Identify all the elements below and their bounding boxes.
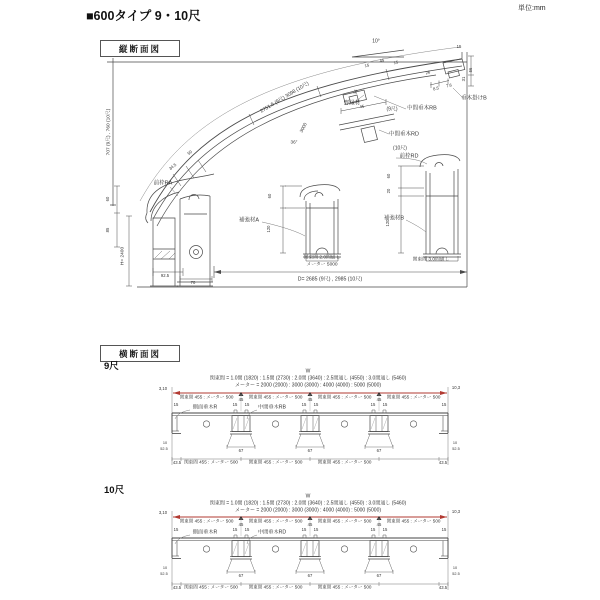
dim-label: 45	[359, 103, 365, 110]
corner-dim-label: 10,3	[451, 508, 461, 514]
part-label: 中間垂木RB	[407, 105, 437, 112]
dim-label: 36	[352, 88, 359, 95]
dim-label: 52.5	[160, 447, 168, 452]
dim-label: 45	[238, 521, 244, 527]
dim-label: 15	[441, 526, 447, 532]
dim-label: 10	[452, 441, 458, 446]
dim-label: 120	[384, 219, 390, 227]
dim-label: 15	[232, 401, 238, 407]
dim-label: 67	[238, 572, 244, 578]
part-label: 側面垂木R	[192, 404, 218, 411]
dim-label: 70	[190, 279, 196, 285]
dim-label: 15	[173, 401, 179, 407]
dim-label: 707 (9尺) , 760 (10尺)	[106, 108, 112, 156]
dim-label: 15	[382, 401, 388, 407]
dim-label: 67	[307, 447, 313, 453]
span-caption: メーター 5000	[306, 262, 338, 268]
dim-label: 85	[104, 227, 110, 233]
bay-dim-label: 関東間 455 : メーター 500	[317, 584, 372, 590]
part-label: 補強材A	[238, 217, 260, 224]
dim-label: 45	[238, 396, 244, 402]
bay-dim-label: 関東間 455 : メーター 500	[317, 394, 372, 400]
dim-label: 31	[460, 76, 466, 82]
bay-dim-label: 関東間 455 : メーター 500	[317, 518, 372, 524]
corner-dim-label: 3,10	[158, 509, 168, 515]
bay-dim-label: 関東間 455 : メーター 500	[179, 518, 234, 524]
dim-label: 15	[301, 401, 307, 407]
dim-label: 92.5	[160, 272, 170, 278]
angle-label: 36°	[290, 139, 298, 145]
w-dim-label: W	[305, 368, 311, 375]
span-table-meter: メーター = 2000 (2000) : 3000 (3000) : 4000 (4000) : 5000 (5000)	[234, 382, 382, 389]
dim-label: 45	[376, 521, 382, 527]
dim-label: 120	[265, 225, 271, 233]
part-label: 前枠RA	[153, 180, 173, 187]
dim-label: 8.5	[432, 85, 440, 92]
part-label: 補強材B	[383, 215, 405, 222]
dim-label: 15	[393, 59, 399, 66]
dim-label: 15	[313, 526, 319, 532]
part-label: 側面垂木R	[192, 529, 218, 536]
part-label: 中間垂木RD	[389, 131, 419, 138]
part-label: 野縁材	[343, 100, 361, 107]
bay-dim-label: 関東間 455 : メーター 500	[248, 584, 303, 590]
bay-dim-label: 関東間 455 : メーター 500	[386, 518, 441, 524]
dim-label: 45	[307, 396, 313, 402]
dim-label: 15	[313, 401, 319, 407]
dim-label: 67	[376, 447, 382, 453]
dim-label: 67	[238, 447, 244, 453]
dim-label: 45	[376, 396, 382, 402]
dim-label: 43.5	[438, 459, 448, 465]
bay-dim-label: 関東間 455 : メーター 500	[184, 459, 238, 465]
dim-label: 60	[385, 173, 391, 179]
section-label-vertical: 縦断面図	[100, 40, 180, 57]
dim-label: 10	[162, 441, 168, 446]
w-dim-label: W	[305, 493, 311, 500]
page-title: ■600タイプ 9・10尺	[86, 9, 201, 23]
unit-note: 単位:mm	[518, 5, 546, 12]
bay-dim-label: 関東間 455 : メーター 500	[184, 584, 238, 590]
span-table-kanto: 関東間 = 1.0間 (1820) : 1.5間 (2730) : 2.0間 (3640) : 2.5間通し (4550) : 3.0間通し (5460)	[209, 500, 407, 507]
dim-label: 15	[244, 401, 250, 407]
bay-dim-label: 関東間 455 : メーター 500	[248, 394, 303, 400]
dim-label: 15	[456, 43, 462, 49]
dim-label: 52.5	[452, 572, 460, 577]
dim-label: 43.5	[172, 459, 182, 465]
dim-label: H= 2400	[120, 246, 126, 266]
dim-label: 15	[370, 526, 376, 532]
dim-label: 7.6	[445, 82, 453, 89]
section-label-cross: 横断面図	[100, 345, 180, 362]
dim-label: 3000	[298, 121, 308, 134]
sublabel-10shaku: 10尺	[104, 485, 125, 496]
dim-label: 15	[441, 401, 447, 407]
dim-label: 67	[307, 572, 313, 578]
dim-label: 15	[382, 526, 388, 532]
dim-label: 45	[307, 521, 313, 527]
size-note: (9尺)	[386, 106, 398, 113]
span-caption: 関東間 2.0間通し	[303, 255, 341, 261]
span-table-meter: メーター = 2000 (2000) : 3000 (3000) : 4000 (4000) : 5000 (5000)	[234, 507, 382, 514]
bay-dim-label: 関東間 455 : メーター 500	[317, 459, 372, 465]
bay-dim-label: 関東間 455 : メーター 500	[248, 459, 303, 465]
dim-label: 15	[244, 526, 250, 532]
dim-label: 60	[104, 196, 110, 202]
dim-label: 52.5	[452, 447, 460, 452]
dim-label: 50	[186, 149, 194, 156]
part-label: 中間垂木RD	[257, 529, 287, 536]
dim-label: 10	[452, 566, 458, 571]
corner-dim-label: 10,3	[451, 384, 461, 390]
part-label: 垂木掛けB	[461, 95, 487, 102]
dim-label: 43.5	[438, 584, 448, 590]
sublabel-9shaku: 9尺	[104, 361, 119, 372]
size-note: (10尺)	[393, 145, 407, 152]
span-caption: 関東間 3.0間通し	[412, 257, 450, 263]
bay-dim-label: 関東間 455 : メーター 500	[386, 394, 441, 400]
dim-label: 56	[467, 67, 473, 73]
corner-dim-label: 3,10	[158, 385, 168, 391]
dim-label: 15	[370, 401, 376, 407]
dim-label: 15	[364, 62, 370, 69]
bay-dim-label: 関東間 455 : メーター 500	[248, 518, 303, 524]
dim-label: 34.5	[167, 162, 178, 172]
dim-label: 20	[385, 188, 391, 194]
curve-dim-label: 2751.5 (9尺) 3098 (10尺)	[259, 80, 311, 115]
dim-label: 43.5	[172, 584, 182, 590]
dim-label: 52.5	[160, 572, 168, 577]
part-label: 前枠RD	[399, 153, 419, 160]
dim-label: 15	[232, 526, 238, 532]
dim-label: 45	[379, 57, 385, 64]
dim-label: 67	[376, 572, 382, 578]
span-table-kanto: 関東間 = 1.0間 (1820) : 1.5間 (2730) : 2.0間 (3640) : 2.5間通し (4550) : 3.0間通し (5460)	[209, 375, 407, 382]
depth-dim-label: D= 2685 (9尺) , 2985 (10尺)	[297, 276, 363, 283]
dim-label: 10	[162, 566, 168, 571]
dim-label: 26	[425, 69, 431, 76]
dim-label: 15	[173, 526, 179, 532]
dim-label: 60	[266, 193, 272, 199]
bay-dim-label: 関東間 455 : メーター 500	[179, 394, 234, 400]
dim-label: 15	[301, 526, 307, 532]
part-label: 中間垂木RB	[258, 404, 286, 411]
slope-label: 10°	[372, 38, 380, 45]
